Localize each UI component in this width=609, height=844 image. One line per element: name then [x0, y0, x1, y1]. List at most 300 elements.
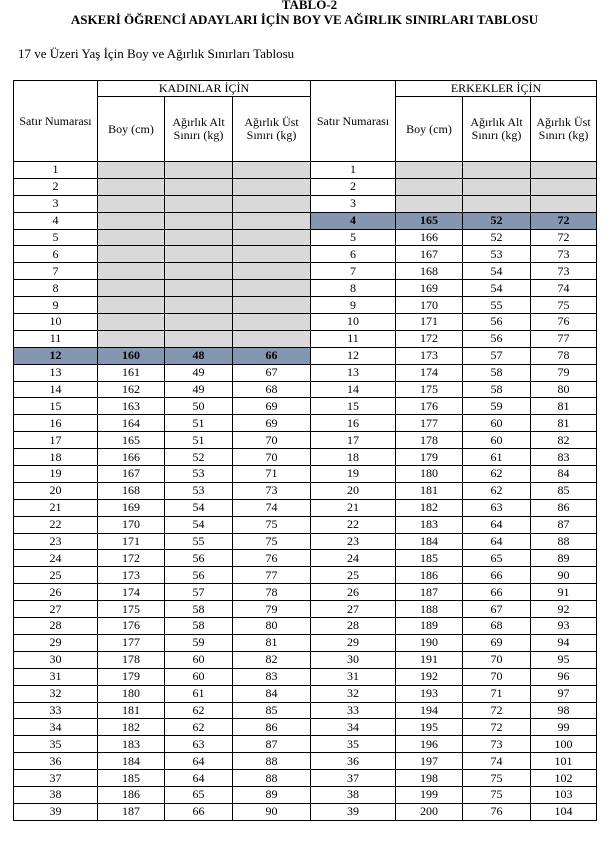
women-min-weight-cell: 58	[165, 618, 233, 635]
table-row	[14, 466, 597, 483]
men-min-weight-cell: 71	[463, 685, 531, 702]
women-max-weight-cell: 90	[233, 803, 311, 820]
men-row-number-cell: 8	[311, 280, 396, 297]
men-max-weight-cell: 90	[531, 567, 597, 584]
women-min-weight-cell: 60	[165, 668, 233, 685]
men-height-cell: 188	[396, 601, 463, 618]
table-row	[14, 719, 597, 736]
men-max-weight-cell: 82	[531, 432, 597, 449]
men-min-weight-cell: 60	[463, 432, 531, 449]
men-row-number-cell: 20	[311, 482, 396, 499]
women-max-weight-cell: 81	[233, 634, 311, 651]
table-row	[14, 803, 597, 820]
women-height-cell	[98, 195, 165, 212]
women-min-weight-cell: 49	[165, 381, 233, 398]
men-row-number-cell: 16	[311, 415, 396, 432]
men-height-cell: 193	[396, 685, 463, 702]
header-men-height: Boy (cm)	[396, 97, 463, 162]
men-max-weight-cell: 94	[531, 634, 597, 651]
men-row-number-cell: 21	[311, 499, 396, 516]
table-row	[14, 685, 597, 702]
women-min-weight-cell: 62	[165, 702, 233, 719]
women-height-cell: 169	[98, 499, 165, 516]
women-row-number-cell: 38	[14, 786, 98, 803]
table-row	[14, 499, 597, 516]
table-row	[14, 162, 597, 179]
men-height-cell: 176	[396, 398, 463, 415]
women-row-number-cell: 7	[14, 263, 98, 280]
men-row-number-cell: 32	[311, 685, 396, 702]
women-max-weight-cell	[233, 195, 311, 212]
men-max-weight-cell: 98	[531, 702, 597, 719]
women-min-weight-cell: 48	[165, 347, 233, 364]
table-row	[14, 668, 597, 685]
men-height-cell: 168	[396, 263, 463, 280]
women-min-weight-cell: 53	[165, 482, 233, 499]
men-row-number-cell: 39	[311, 803, 396, 820]
table-row	[14, 584, 597, 601]
table-row	[14, 432, 597, 449]
women-max-weight-cell: 75	[233, 516, 311, 533]
women-max-weight-cell: 67	[233, 364, 311, 381]
men-row-number-cell: 7	[311, 263, 396, 280]
men-row-number-cell: 33	[311, 702, 396, 719]
men-row-number-cell: 11	[311, 330, 396, 347]
women-row-number-cell: 22	[14, 516, 98, 533]
men-max-weight-cell: 77	[531, 330, 597, 347]
women-height-cell: 175	[98, 601, 165, 618]
women-height-cell: 182	[98, 719, 165, 736]
women-min-weight-cell	[165, 229, 233, 246]
women-height-cell	[98, 263, 165, 280]
women-max-weight-cell: 89	[233, 786, 311, 803]
men-height-cell: 199	[396, 786, 463, 803]
table-row	[14, 246, 597, 263]
men-height-cell: 194	[396, 702, 463, 719]
men-max-weight-cell: 101	[531, 753, 597, 770]
men-height-cell: 183	[396, 516, 463, 533]
men-max-weight-cell: 74	[531, 280, 597, 297]
men-height-cell: 177	[396, 415, 463, 432]
table-row	[14, 736, 597, 753]
women-row-number-cell: 4	[14, 212, 98, 229]
women-min-weight-cell	[165, 297, 233, 314]
men-max-weight-cell: 76	[531, 314, 597, 331]
women-max-weight-cell: 83	[233, 668, 311, 685]
men-row-number-cell: 29	[311, 634, 396, 651]
women-height-cell	[98, 314, 165, 331]
men-min-weight-cell: 57	[463, 347, 531, 364]
women-min-weight-cell: 54	[165, 516, 233, 533]
table-row	[14, 550, 597, 567]
women-min-weight-cell: 63	[165, 736, 233, 753]
men-max-weight-cell: 85	[531, 482, 597, 499]
men-row-number-cell: 36	[311, 753, 396, 770]
women-row-number-cell: 3	[14, 195, 98, 212]
men-max-weight-cell: 72	[531, 212, 597, 229]
men-height-cell: 180	[396, 466, 463, 483]
men-max-weight-cell: 88	[531, 533, 597, 550]
women-min-weight-cell	[165, 195, 233, 212]
women-height-cell	[98, 330, 165, 347]
men-row-number-cell: 28	[311, 618, 396, 635]
header-row-number-women: Satır Numarası	[14, 81, 98, 162]
women-row-number-cell: 8	[14, 280, 98, 297]
men-height-cell	[396, 195, 463, 212]
men-max-weight-cell: 81	[531, 415, 597, 432]
men-min-weight-cell: 61	[463, 449, 531, 466]
women-row-number-cell: 32	[14, 685, 98, 702]
women-min-weight-cell: 53	[165, 466, 233, 483]
men-max-weight-cell: 96	[531, 668, 597, 685]
women-height-cell: 187	[98, 803, 165, 820]
men-row-number-cell: 2	[311, 178, 396, 195]
table-row	[14, 330, 597, 347]
women-max-weight-cell: 74	[233, 499, 311, 516]
women-height-cell	[98, 246, 165, 263]
men-height-cell: 174	[396, 364, 463, 381]
header-women-group: KADINLAR İÇİN	[98, 81, 311, 97]
header-row-number-men: Satır Numarası	[311, 81, 396, 162]
men-max-weight-cell: 73	[531, 263, 597, 280]
women-height-cell: 178	[98, 651, 165, 668]
women-height-cell: 172	[98, 550, 165, 567]
men-height-cell: 165	[396, 212, 463, 229]
women-row-number-cell: 27	[14, 601, 98, 618]
women-height-cell: 176	[98, 618, 165, 635]
men-min-weight-cell: 64	[463, 516, 531, 533]
women-max-weight-cell: 77	[233, 567, 311, 584]
table-row	[14, 482, 597, 499]
document-header	[0, 0, 609, 27]
women-max-weight-cell: 88	[233, 770, 311, 787]
men-min-weight-cell: 54	[463, 280, 531, 297]
men-row-number-cell: 22	[311, 516, 396, 533]
men-row-number-cell: 13	[311, 364, 396, 381]
women-max-weight-cell: 66	[233, 347, 311, 364]
men-row-number-cell: 35	[311, 736, 396, 753]
women-height-cell	[98, 229, 165, 246]
men-max-weight-cell: 75	[531, 297, 597, 314]
men-height-cell: 178	[396, 432, 463, 449]
women-max-weight-cell: 70	[233, 449, 311, 466]
table-row	[14, 702, 597, 719]
men-height-cell: 197	[396, 753, 463, 770]
women-row-number-cell: 21	[14, 499, 98, 516]
men-min-weight-cell: 72	[463, 702, 531, 719]
women-max-weight-cell: 71	[233, 466, 311, 483]
men-min-weight-cell: 68	[463, 618, 531, 635]
men-min-weight-cell: 67	[463, 601, 531, 618]
women-row-number-cell: 5	[14, 229, 98, 246]
table-row	[14, 195, 597, 212]
women-height-cell: 164	[98, 415, 165, 432]
women-row-number-cell: 2	[14, 178, 98, 195]
men-max-weight-cell: 95	[531, 651, 597, 668]
women-max-weight-cell: 86	[233, 719, 311, 736]
men-row-number-cell: 15	[311, 398, 396, 415]
women-max-weight-cell	[233, 246, 311, 263]
men-min-weight-cell: 54	[463, 263, 531, 280]
women-min-weight-cell: 55	[165, 533, 233, 550]
men-max-weight-cell: 103	[531, 786, 597, 803]
women-row-number-cell: 15	[14, 398, 98, 415]
men-height-cell: 179	[396, 449, 463, 466]
women-min-weight-cell: 51	[165, 432, 233, 449]
table-row	[14, 651, 597, 668]
women-height-cell: 173	[98, 567, 165, 584]
men-min-weight-cell: 64	[463, 533, 531, 550]
women-max-weight-cell: 78	[233, 584, 311, 601]
men-min-weight-cell: 53	[463, 246, 531, 263]
men-row-number-cell: 30	[311, 651, 396, 668]
women-row-number-cell: 31	[14, 668, 98, 685]
women-height-cell: 170	[98, 516, 165, 533]
women-max-weight-cell	[233, 280, 311, 297]
men-height-cell: 196	[396, 736, 463, 753]
women-height-cell: 181	[98, 702, 165, 719]
men-max-weight-cell: 102	[531, 770, 597, 787]
women-min-weight-cell	[165, 246, 233, 263]
women-height-cell: 183	[98, 736, 165, 753]
men-height-cell: 190	[396, 634, 463, 651]
women-row-number-cell: 26	[14, 584, 98, 601]
women-row-number-cell: 1	[14, 162, 98, 179]
men-row-number-cell: 27	[311, 601, 396, 618]
header-women-max-weight: Ağırlık Üst Sınırı (kg)	[233, 97, 311, 162]
women-height-cell: 162	[98, 381, 165, 398]
women-max-weight-cell	[233, 178, 311, 195]
table-row	[14, 567, 597, 584]
men-row-number-cell: 1	[311, 162, 396, 179]
men-height-cell: 200	[396, 803, 463, 820]
men-height-cell: 184	[396, 533, 463, 550]
men-max-weight-cell	[531, 162, 597, 179]
women-max-weight-cell: 88	[233, 753, 311, 770]
women-min-weight-cell: 64	[165, 770, 233, 787]
men-max-weight-cell: 100	[531, 736, 597, 753]
men-min-weight-cell: 56	[463, 330, 531, 347]
table-row	[14, 398, 597, 415]
women-row-number-cell: 23	[14, 533, 98, 550]
men-height-cell: 172	[396, 330, 463, 347]
men-min-weight-cell: 69	[463, 634, 531, 651]
men-min-weight-cell: 59	[463, 398, 531, 415]
women-min-weight-cell	[165, 263, 233, 280]
women-row-number-cell: 33	[14, 702, 98, 719]
women-row-number-cell: 13	[14, 364, 98, 381]
table-row	[14, 381, 597, 398]
men-max-weight-cell: 104	[531, 803, 597, 820]
men-min-weight-cell: 74	[463, 753, 531, 770]
women-row-number-cell: 14	[14, 381, 98, 398]
women-min-weight-cell: 50	[165, 398, 233, 415]
men-max-weight-cell: 72	[531, 229, 597, 246]
women-row-number-cell: 19	[14, 466, 98, 483]
women-height-cell: 160	[98, 347, 165, 364]
men-max-weight-cell: 86	[531, 499, 597, 516]
men-row-number-cell: 3	[311, 195, 396, 212]
women-min-weight-cell: 57	[165, 584, 233, 601]
men-max-weight-cell: 80	[531, 381, 597, 398]
men-height-cell: 181	[396, 482, 463, 499]
women-max-weight-cell	[233, 314, 311, 331]
women-max-weight-cell: 87	[233, 736, 311, 753]
men-max-weight-cell: 92	[531, 601, 597, 618]
women-height-cell	[98, 162, 165, 179]
table-row	[14, 415, 597, 432]
table-row	[14, 263, 597, 280]
men-min-weight-cell: 52	[463, 212, 531, 229]
women-height-cell: 168	[98, 482, 165, 499]
men-min-weight-cell: 62	[463, 482, 531, 499]
women-min-weight-cell: 49	[165, 364, 233, 381]
men-height-cell: 191	[396, 651, 463, 668]
men-height-cell: 189	[396, 618, 463, 635]
men-height-cell	[396, 162, 463, 179]
women-min-weight-cell	[165, 178, 233, 195]
men-max-weight-cell: 99	[531, 719, 597, 736]
table-row	[14, 753, 597, 770]
women-height-cell: 166	[98, 449, 165, 466]
men-max-weight-cell: 87	[531, 516, 597, 533]
women-row-number-cell: 35	[14, 736, 98, 753]
table-row	[14, 229, 597, 246]
men-min-weight-cell: 58	[463, 364, 531, 381]
table-row	[14, 364, 597, 381]
men-height-cell: 167	[396, 246, 463, 263]
men-max-weight-cell: 79	[531, 364, 597, 381]
men-height-cell: 185	[396, 550, 463, 567]
women-max-weight-cell	[233, 212, 311, 229]
men-min-weight-cell	[463, 162, 531, 179]
men-min-weight-cell: 65	[463, 550, 531, 567]
men-height-cell: 192	[396, 668, 463, 685]
men-height-cell: 170	[396, 297, 463, 314]
men-row-number-cell: 10	[311, 314, 396, 331]
women-height-cell	[98, 178, 165, 195]
women-max-weight-cell: 75	[233, 533, 311, 550]
men-min-weight-cell: 55	[463, 297, 531, 314]
table-row	[14, 347, 597, 364]
women-max-weight-cell: 76	[233, 550, 311, 567]
men-min-weight-cell: 75	[463, 770, 531, 787]
men-height-cell	[396, 178, 463, 195]
women-max-weight-cell: 68	[233, 381, 311, 398]
women-max-weight-cell: 80	[233, 618, 311, 635]
men-row-number-cell: 23	[311, 533, 396, 550]
men-max-weight-cell: 97	[531, 685, 597, 702]
men-min-weight-cell: 75	[463, 786, 531, 803]
women-min-weight-cell: 64	[165, 753, 233, 770]
women-height-cell: 177	[98, 634, 165, 651]
men-height-cell: 198	[396, 770, 463, 787]
women-row-number-cell: 36	[14, 753, 98, 770]
men-height-cell: 169	[396, 280, 463, 297]
women-min-weight-cell: 65	[165, 786, 233, 803]
men-row-number-cell: 6	[311, 246, 396, 263]
men-max-weight-cell: 91	[531, 584, 597, 601]
women-height-cell: 165	[98, 432, 165, 449]
women-row-number-cell: 12	[14, 347, 98, 364]
women-height-cell: 174	[98, 584, 165, 601]
men-height-cell: 186	[396, 567, 463, 584]
women-height-cell: 185	[98, 770, 165, 787]
women-min-weight-cell: 56	[165, 567, 233, 584]
women-row-number-cell: 20	[14, 482, 98, 499]
table-row	[14, 280, 597, 297]
header-men-group: ERKEKLER İÇİN	[396, 81, 597, 97]
men-row-number-cell: 26	[311, 584, 396, 601]
women-height-cell: 171	[98, 533, 165, 550]
women-min-weight-cell	[165, 314, 233, 331]
women-height-cell: 186	[98, 786, 165, 803]
women-height-cell	[98, 280, 165, 297]
women-min-weight-cell	[165, 212, 233, 229]
men-min-weight-cell: 73	[463, 736, 531, 753]
women-min-weight-cell	[165, 162, 233, 179]
women-row-number-cell: 25	[14, 567, 98, 584]
men-max-weight-cell: 93	[531, 618, 597, 635]
men-min-weight-cell: 72	[463, 719, 531, 736]
header-women-height: Boy (cm)	[98, 97, 165, 162]
men-min-weight-cell: 70	[463, 651, 531, 668]
women-row-number-cell: 34	[14, 719, 98, 736]
women-min-weight-cell	[165, 280, 233, 297]
women-row-number-cell: 28	[14, 618, 98, 635]
women-row-number-cell: 16	[14, 415, 98, 432]
women-height-cell: 161	[98, 364, 165, 381]
table-row	[14, 516, 597, 533]
women-max-weight-cell	[233, 330, 311, 347]
men-height-cell: 175	[396, 381, 463, 398]
men-min-weight-cell: 62	[463, 466, 531, 483]
women-min-weight-cell: 54	[165, 499, 233, 516]
women-min-weight-cell: 61	[165, 685, 233, 702]
men-min-weight-cell: 66	[463, 567, 531, 584]
men-min-weight-cell: 58	[463, 381, 531, 398]
table-row	[14, 297, 597, 314]
men-min-weight-cell: 60	[463, 415, 531, 432]
table-number: TABLO-2	[281, 0, 338, 12]
men-row-number-cell: 9	[311, 297, 396, 314]
header-men-min-weight: Ağırlık Alt Sınırı (kg)	[463, 97, 531, 162]
men-height-cell: 195	[396, 719, 463, 736]
men-height-cell: 173	[396, 347, 463, 364]
women-max-weight-cell: 85	[233, 702, 311, 719]
men-height-cell: 187	[396, 584, 463, 601]
women-max-weight-cell: 69	[233, 398, 311, 415]
women-row-number-cell: 9	[14, 297, 98, 314]
women-max-weight-cell	[233, 229, 311, 246]
women-min-weight-cell: 62	[165, 719, 233, 736]
men-row-number-cell: 12	[311, 347, 396, 364]
table-row	[14, 178, 597, 195]
men-min-weight-cell	[463, 178, 531, 195]
men-max-weight-cell: 84	[531, 466, 597, 483]
men-row-number-cell: 31	[311, 668, 396, 685]
men-row-number-cell: 38	[311, 786, 396, 803]
women-row-number-cell: 18	[14, 449, 98, 466]
women-row-number-cell: 37	[14, 770, 98, 787]
women-row-number-cell: 39	[14, 803, 98, 820]
header-women-min-weight: Ağırlık Alt Sınırı (kg)	[165, 97, 233, 162]
men-row-number-cell: 14	[311, 381, 396, 398]
men-max-weight-cell: 78	[531, 347, 597, 364]
women-row-number-cell: 17	[14, 432, 98, 449]
women-height-cell	[98, 297, 165, 314]
men-row-number-cell: 4	[311, 212, 396, 229]
